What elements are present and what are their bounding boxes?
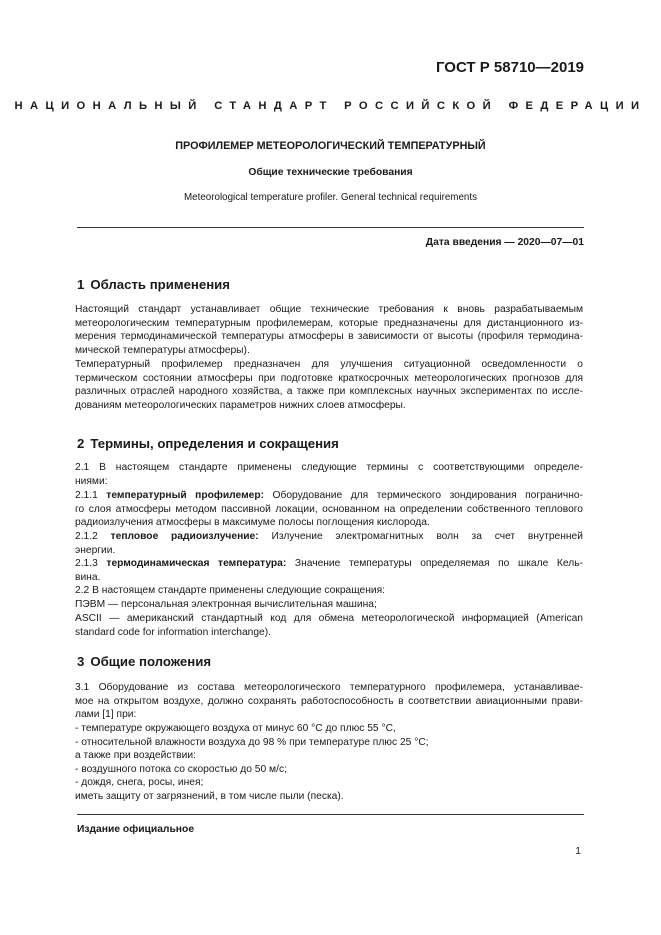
term-name: температурный профилемер: bbox=[106, 490, 265, 501]
header-divider bbox=[77, 227, 584, 228]
term-name: тепловое радиоизлучение: bbox=[110, 531, 259, 542]
abbreviation-ascii: ASCII — американский стандартный код для обмена метеорологической информацией (American standard code for information interchange). bbox=[75, 613, 583, 638]
english-title: Meteorological temperature profiler. General technical requirements bbox=[184, 192, 477, 203]
clause-2-2: 2.2 В настоящем стандарте применены следующие сокращения: bbox=[75, 585, 386, 596]
term-2-1-1: 2.1.1 температурный профилемер: Оборудование для термического зондирования погранично- го слоя атмосферы методом пассивной локации, основанном на определении собственного теплового радиоизлучения атмосферы в максимуме полосы поглощения кислорода. bbox=[75, 490, 583, 529]
list-item: - дождя, снега, росы, инея; bbox=[75, 777, 204, 789]
document-subtitle: Общие технические требования bbox=[248, 167, 413, 178]
official-edition-label: Издание официальное bbox=[77, 824, 195, 835]
term-2-1-2: 2.1.2 тепловое радиоизлучение: Излучение электромагнитных волн за счет внутренней энергии. bbox=[75, 531, 583, 556]
section-2-heading: 2 Термины, определения и сокращения bbox=[77, 436, 339, 451]
abbreviation-pevm: ПЭВМ — персональная электронная вычислительная машина; bbox=[75, 599, 377, 610]
term-name: термодинамическая температура: bbox=[106, 558, 287, 569]
clause-2-1: 2.1 В настоящем стандарте применены следующие термины с соответствующими определе- ниями: bbox=[75, 462, 583, 487]
standard-code: ГОСТ Р 58710—2019 bbox=[435, 59, 584, 76]
list-item: - воздушного потока со скоростью до 50 м/с; bbox=[75, 763, 287, 775]
national-standard-heading: НАЦИОНАЛЬНЫЙ СТАНДАРТ РОССИЙСКОЙ ФЕДЕРАЦИИ bbox=[14, 100, 647, 112]
introduction-date: Дата введения — 2020—07—01 bbox=[425, 237, 584, 248]
document-title: ПРОФИЛЕМЕР МЕТЕОРОЛОГИЧЕСКИЙ ТЕМПЕРАТУРНЫЙ bbox=[175, 140, 486, 152]
list-item: - температуре окружающего воздуха от минус 60 °С до плюс 55 °С, bbox=[75, 723, 396, 734]
section-1-paragraph-1: Настоящий стандарт устанавливает общие технические требования к вновь разрабатываемым метеорологическим температурным профилемерам, которые предназначены для дистанционного из- мерения термодинамической температуры атмосферы в зависимости от высоты (профиля термодина- мической температуры атмосферы). bbox=[75, 304, 583, 356]
page-number: 1 bbox=[575, 846, 581, 857]
section-1-paragraph-2: Температурный профилемер предназначен для улучшения ситуационной осведомленности о термическом состоянии атмосферы при подготовке краткосрочных метеорологических прогнозов для различных отраслей народного хозяйства, а также при комплексных научных экспериментах по иссле- дованиям метеорологических параметров нижних слоев атмосферы. bbox=[75, 359, 583, 411]
condition-list-1: - температуре окружающего воздуха от минус 60 °С до плюс 55 °С, - относительной влажности воздуха до 98 % при температуре плюс 25 °С; а также при воздействии: - воздушного потока со скоростью до 50 м/с; - дождя, снега, росы, инея; иметь защиту от загрязнений, в том числе пыли (песка). bbox=[75, 722, 583, 804]
section-1-heading: 1 Область применения bbox=[77, 277, 230, 292]
list-item: - относительной влажности воздуха до 98 % при температуре плюс 25 °С; bbox=[75, 736, 429, 748]
term-2-1-3: 2.1.3 термодинамическая температура: Значение температуры определяемая по шкале Кель- вина. bbox=[75, 558, 583, 583]
clause-3-1: 3.1 Оборудование из состава метеорологического температурного профилемера, устанавливае- мое на открытом воздухе, должно сохранять работоспособность в соответствии авиационными прави- лами [1] при: bbox=[75, 682, 583, 721]
section-3-heading: 3 Общие положения bbox=[77, 654, 212, 669]
footer-divider bbox=[77, 814, 584, 815]
